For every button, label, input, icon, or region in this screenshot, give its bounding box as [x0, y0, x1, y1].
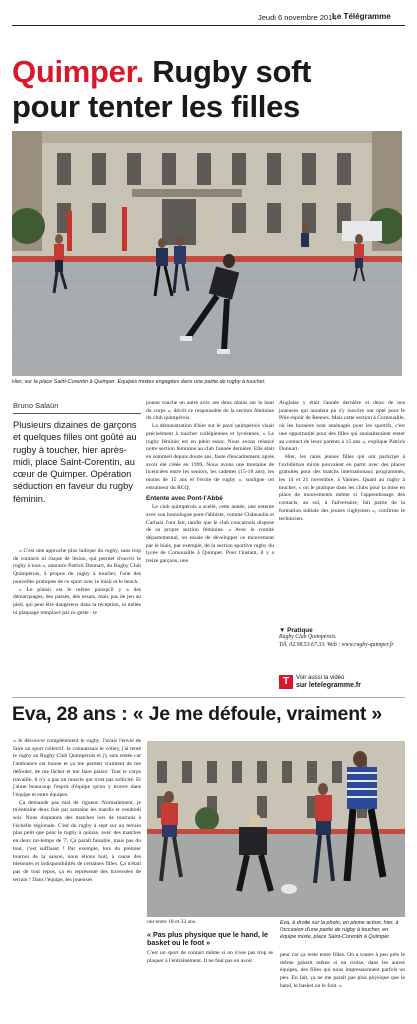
article2-col2	[147, 919, 273, 965]
article1-lead: Plusieurs dizaines de garçons et quelques filles ont goûté au rugby à toucher, hier après-midi, place Saint-Corentin, au cœur de Quimper. Opération séduction en faveur du rugby féminin.	[13, 420, 137, 504]
eva-action-photo	[147, 741, 405, 917]
video-link[interactable]	[279, 675, 405, 691]
article2-col1	[13, 738, 141, 884]
article1-col3	[279, 400, 405, 523]
article1-col3-p2: Hier, les rares jeunes filles qui ont participé à l'exhibition mixte pouvaient en partir avec des places gratuites pour des matchs internationaux programmés, les 14 et 21 novembre, à Vannes. Quant au rugby à toucher, « on le pratique dans les clubs pour la mise en place de mouvements même si l'apprentissage des contacts, au sol, à l'adversaire, fait partie de la formation initiale des jeunes rugbymen », confirme le technicien.	[279, 453, 405, 522]
article1-col2-p2: La démonstration d'hier sur le pavé quimpérois visait précisément à toucher collégiennes et lycéennes. « Le rugby féminin est en plein essor. Nous avons relancé notre section féminine au club l'année dernière. Elle était en sommeil depuis douze ans, faute d'encadrement, après avoir été créée en 1999. Nous avons une trentaine de licenciées entre les seniors, les cadettes (15-18 ans), les moins de 15 ans et l'école de rugby », souligne cet entraîneur du RCQ.	[146, 423, 274, 491]
article1-title-rest: Rugby soft	[143, 54, 312, 89]
article1-col1-p2: « Le plaisir est le même puisqu'il y a des démarquages, des passes, des essais, mais pas de jeu au pied, qui peut être dangereux dans la réception, ni mêlée ni plaquage remplacé par ce geste : le	[13, 586, 141, 616]
article2-col2-p1: C'est un sport de contact même si on n'ose pas trop se plaquer à l'entraînement. Il ne faut pas en avoir	[147, 949, 273, 964]
article2-photo	[147, 741, 405, 917]
video-line2: sur letelegramme.fr	[296, 682, 361, 689]
article1-col2-p3: Le club quimpérois a scellé, cette année, une entente avec son homologue pont-l'abbiste, comme Châteaulin et Carhaix l'ont fait, tandis que le club concarnois dispose de sa propre section féminine. « Avec le comité départemental, on essaie de développer ce mouvement par le biais, par exemple, de la section sportive rugby du lycée de Cornouaille à Quimper. Pour l'instant, il y a treize garçons, une	[146, 504, 274, 565]
article1-photo	[12, 131, 402, 376]
article1-title-line2: pour tenter les filles	[12, 89, 300, 124]
article2-col1-p2: Ça demande pas mal de rigueur. Normalement, je m'entraîne deux fois par semaine les mardis et vendredi soir. Nous disputons des matches lors de tournois à l'échelle régionale. C'est du rugby à sept sur un terrain plus petit que pour le rugby à quinze, avec des matches en deux mi-temps de 7'. Ça paraît faisable, mais pas du tout, c'est suffisant ! Par exemple, lors du premier tournoi de la saison, nous étions huit, à cause des blessures et indisponibilités de certaines filles. Ça n'était pas de tout repos, ça en représente des traversées de terrain ! Dans l'équipe, les joueuses	[13, 799, 141, 883]
article1-col1-p1: « C'est une approche plus ludique du rugby, sans trop de contacts ni risque de lésion, qui permet d'ouvrir le rugby à tous », annonce Patrick Donnart, du Rugby Club Quimpérois, à propos du rugby à toucher, l'une des nouvelles pratiques de ce sport avec le loisir et le beach.	[13, 548, 141, 585]
author-rule	[13, 413, 141, 414]
video-logo-icon: T	[279, 675, 293, 689]
article2-col3	[280, 952, 405, 991]
article2-col3-p1: peur car ça reste entre filles. On a toutes à peu près le même gabarit même si on croise, dans les autres équipes, des filles qui nous impressionnent parfois un peu. En fait, ça ne me paraît pas plus physique que le hand, le basket ou le foot. »	[280, 952, 405, 989]
article2-photo-caption: Eva, à droite sur la photo, en pleine action, hier, à l'occasion d'une partie de rugby à toucher, en équipe mixte, place Saint-Corentin à Quimper.	[280, 920, 399, 940]
article2-col2-pullquote: « Pas plus physique que le hand, le basket ou le foot »	[147, 929, 269, 948]
rugby-square-photo	[12, 131, 402, 376]
article2-col1-p1: « Je découvre complètement le rugby. J'avais l'envie de faire un sport collectif. Je connaissais le volley, j'ai tenté le rugby au Rugby Club Quimpérois et j'y suis restée car l'ambiance est bonne et ça me permet vraiment de me défouler, de me lâcher et me faire plaisir. Tout le corps travaille, il n'y a pas un muscle qui n'est pas sollicité. Et j'aime beaucoup l'esprit d'équipe qu'on y trouve dans l'équipe et entre équipes.	[13, 738, 141, 798]
pratique-bullet-icon: ▼	[279, 627, 288, 634]
pratique-title-row	[279, 627, 405, 634]
article2-col2-top: ont entre 18 et 33 ans.	[147, 919, 197, 925]
pratique-box	[279, 627, 405, 649]
header-date: Jeudi 6 novembre 2014	[258, 13, 337, 22]
article1-photo-caption: Hier, sur la place Saint-Corentin à Quimper. Équipes mixtes engagées dans une partie de rugby à toucher.	[12, 379, 266, 385]
article-separator	[12, 697, 405, 698]
article1-title	[12, 55, 412, 88]
pratique-title: Pratique	[287, 627, 313, 634]
article1-col2-subhead: Entente avec Pont-l'Abbé	[146, 495, 223, 503]
pratique-club: Rugby Club Quimpérois.	[279, 634, 337, 640]
article1-col2	[146, 400, 274, 566]
article1-col3-p1: Anglaise y était l'année dernière et deux de nos joueuses qui auraient pu s'y inscrire ont opté pour le Pôle espoir de Rennes. Mais cette section à Cornouaille, où les horaires sont aménagés pour les sportifs, c'est une opportunité pour des filles qui souhaiteraient rester au contact de leurs parents à 15 ans », explique Patrick Donnart.	[279, 400, 405, 453]
article1-author: Bruno Salaün	[13, 401, 59, 410]
video-line1: Voir aussi la vidéo	[296, 675, 345, 681]
article2-title: Eva, 28 ans : « Je me défoule, vraiment »	[12, 703, 383, 725]
header-rule	[12, 25, 405, 26]
header-paper: Le Télégramme	[332, 12, 391, 21]
article1-col2-p1: joueur touche un autre avec ses deux mains sur le haut du corps », décrit ce responsable de la section féminine du club quimpérois.	[146, 400, 274, 422]
article1-kicker: Quimper.	[12, 54, 144, 89]
article1-col1	[13, 548, 141, 617]
pratique-contact: Tél. 02.98.53.67.33. Web : www.rugby-quimper.fr	[279, 641, 394, 648]
